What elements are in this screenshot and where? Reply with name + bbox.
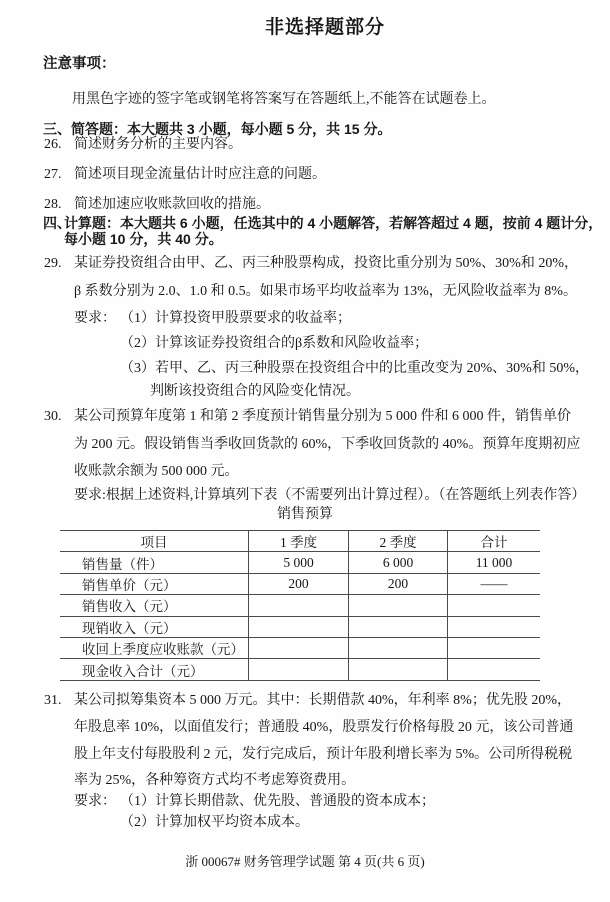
section-four-number: 四、 — [43, 215, 71, 231]
notice-text: 用黑色字迹的签字笔或钢笔将答案写在答题纸上,不能答在试题卷上。 — [72, 92, 496, 107]
question-31-line-2: 年股息率 10%，以面值发行；普通股 40%，股票发行价格每股 20 元，该公司普通 — [74, 720, 574, 735]
question-29-requirement-1: （1）计算投资甲股票要求的收益率； — [120, 311, 351, 326]
page-footer: 浙 00067# 财务管理学试题 第 4 页(共 6 页) — [185, 854, 425, 869]
question-31-line-3: 股上年支付每股股利 2 元，发行完成后，预计年股利增长率为 5%。公司所得税税 — [74, 747, 573, 762]
table-cell — [248, 659, 348, 680]
question-30-requirement: 要求:根据上述资料,计算填列下表（不需要列出计算过程）。（在答题纸上列表作答） — [74, 488, 586, 503]
question-31-requirement-label: 要求： — [74, 794, 116, 809]
table-cell: 200 — [248, 574, 348, 595]
question-29-requirement-3-continued: 判断该投资组合的风险变化情况。 — [150, 384, 360, 399]
table-cell: —— — [447, 574, 540, 595]
question-31-number: 31. — [44, 693, 62, 708]
table-row-label: 销售收入（元） — [60, 595, 248, 616]
table-row-label: 现销收入（元） — [60, 617, 248, 638]
section-three-heading: 三、简答题：本大题共 3 小题，每小题 5 分，共 15 分。 — [43, 121, 392, 137]
table-row-label: 收回上季度应收账款（元） — [60, 638, 248, 659]
table-cell — [248, 617, 348, 638]
page-title: 非选择题部分 — [264, 17, 385, 38]
question-29-requirement-3: （3）若甲、乙、丙三种股票在投资组合中的比重改变为 20%、30%和 50%， — [120, 361, 589, 376]
notice-label: 注意事项： — [43, 56, 116, 72]
table-cell — [447, 595, 540, 616]
table-header-cell: 项目 — [60, 531, 248, 552]
question-28-number: 28. — [44, 197, 62, 212]
table-cell: 200 — [348, 574, 447, 595]
question-31-line-1: 某公司拟筹集资本 5 000 万元。其中：长期借款 40%，年利率 8%；优先股 20%， — [74, 693, 571, 708]
table-cell — [447, 659, 540, 680]
table-cell — [248, 638, 348, 659]
sales-budget-table — [60, 530, 540, 681]
table-cell — [447, 617, 540, 638]
question-29-number: 29. — [44, 256, 62, 271]
question-30-line-3: 收账款余额为 500 000 元。 — [74, 464, 239, 479]
question-27-number: 27. — [44, 167, 62, 182]
question-31-line-4: 率为 25%，各种筹资方式均不考虑筹资费用。 — [74, 773, 356, 788]
question-31-requirement-2: （2）计算加权平均资本成本。 — [120, 815, 309, 830]
table-row-label: 销售量（件） — [60, 552, 248, 573]
question-26-text: 简述财务分析的主要内容。 — [74, 137, 242, 152]
table-cell — [348, 617, 447, 638]
sales-budget-table-title: 销售预算 — [277, 507, 333, 522]
question-29-line-1: 某证券投资组合由甲、乙、丙三种股票构成，投资比重分别为 50%、30%和 20%， — [74, 256, 578, 271]
question-29-requirement-2: （2）计算该证券投资组合的β系数和风险收益率； — [120, 336, 429, 351]
table-cell — [248, 595, 348, 616]
table-header-cell: 2 季度 — [348, 531, 447, 552]
table-cell: 5 000 — [248, 552, 348, 573]
question-27-text: 简述项目现金流量估计时应注意的问题。 — [74, 167, 326, 182]
section-four-line-1: 计算题：本大题共 6 小题，任选其中的 4 小题解答，若解答超过 4 题，按前 4 题计分， — [64, 215, 603, 231]
table-cell — [348, 595, 447, 616]
table-cell: 6 000 — [348, 552, 447, 573]
question-29-requirement-label: 要求： — [74, 311, 116, 326]
table-cell — [348, 659, 447, 680]
question-30-number: 30. — [44, 409, 62, 424]
section-four-line-2: 每小题 10 分，共 40 分。 — [64, 231, 223, 247]
table-cell: 11 000 — [447, 552, 540, 573]
question-26-number: 26. — [44, 137, 62, 152]
table-cell — [348, 638, 447, 659]
table-row-label: 现金收入合计（元） — [60, 659, 248, 680]
question-29-line-2: β 系数分别为 2.0、1.0 和 0.5。如果市场平均收益率为 13%，无风险收益率为 8%。 — [74, 284, 577, 299]
question-30-line-2: 为 200 元。假设销售当季收回货款的 60%，下季收回货款的 40%。预算年度期初应 — [74, 437, 581, 452]
table-header-cell: 合计 — [447, 531, 540, 552]
question-30-line-1: 某公司预算年度第 1 和第 2 季度预计销售量分别为 5 000 件和 6 000 件，销售单价 — [74, 409, 571, 424]
question-28-text: 简述加速应收账款回收的措施。 — [74, 197, 270, 212]
question-31-requirement-1: （1）计算长期借款、优先股、普通股的资本成本； — [120, 794, 435, 809]
table-cell — [447, 638, 540, 659]
table-row-label: 销售单价（元） — [60, 574, 248, 595]
table-header-cell: 1 季度 — [248, 531, 348, 552]
